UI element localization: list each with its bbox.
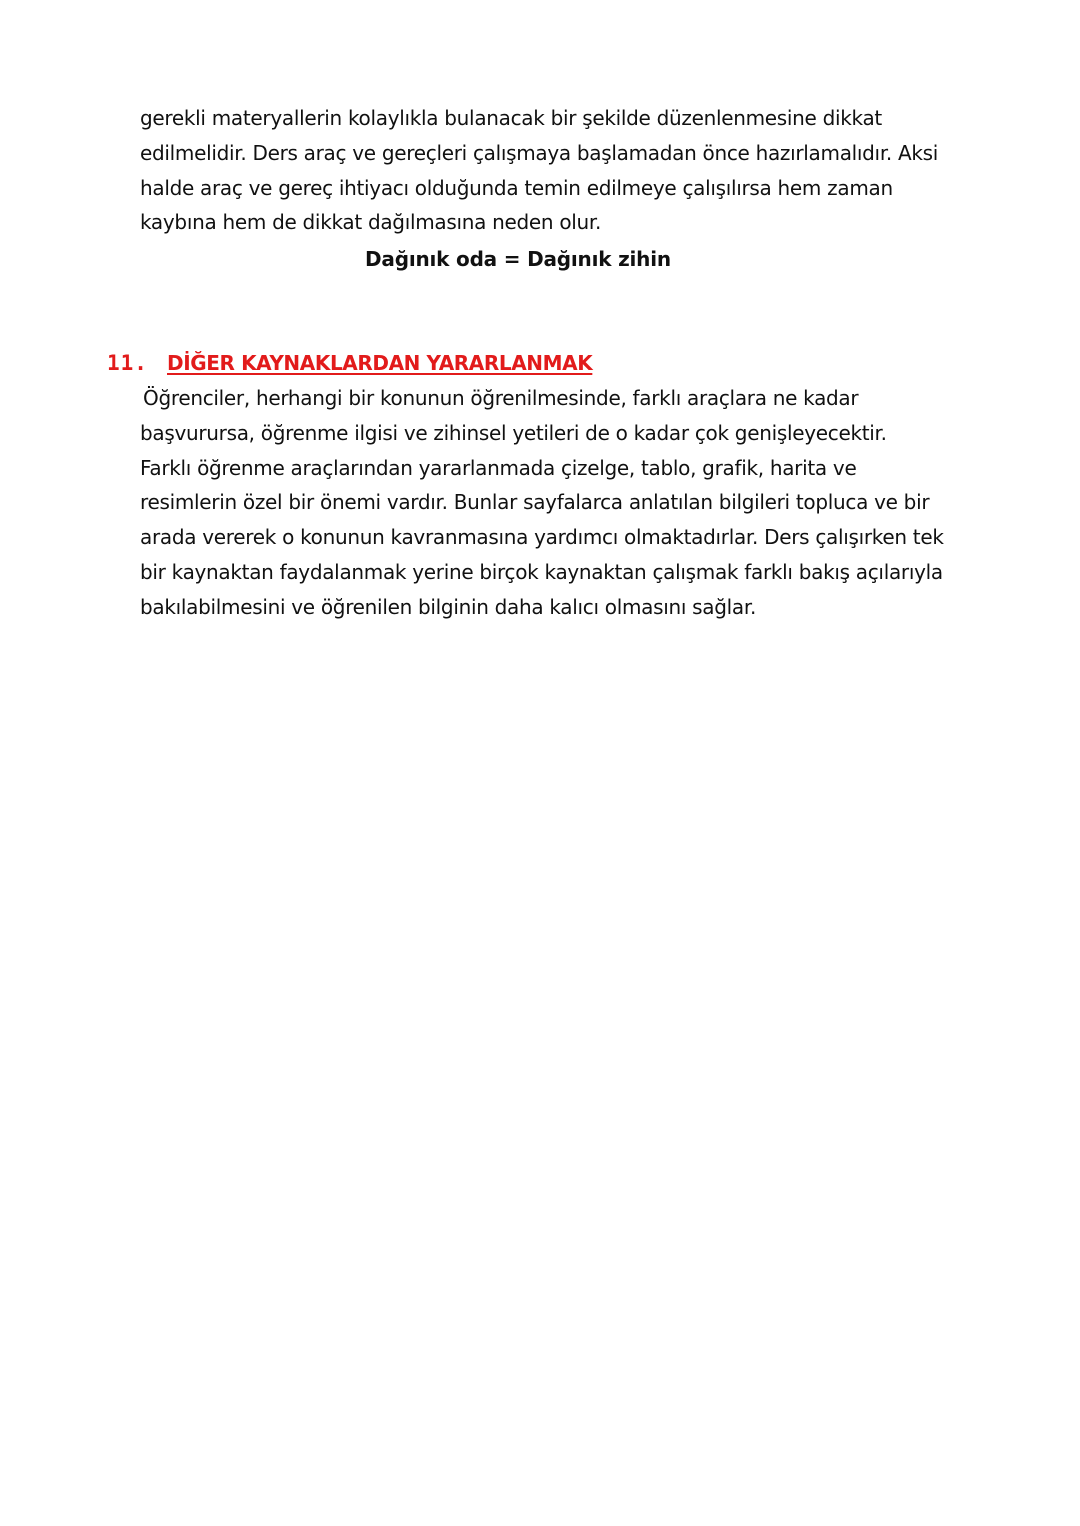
paragraph-line: arada vererek o konunun kavranmasına yardımcı olmaktadırlar. Ders çalışırken tek (140, 525, 944, 550)
paragraph-materials (140, 101, 1000, 240)
paragraph-line: gerekli materyallerin kolaylıkla bulanacak bir şekilde düzenlenmesine dikkat (140, 106, 882, 130)
section-title: DİĞER KAYNAKLARDAN YARARLANMAK (167, 351, 593, 375)
paragraph-line: başvurursa, öğrenme ilgisi ve zihinsel yetileri de o kadar çok genişleyecektir. (140, 420, 887, 445)
paragraph-other-sources (140, 381, 1000, 625)
paragraph-line: kaybına hem de dikkat dağılmasına neden olur. (140, 210, 602, 235)
paragraph-line: resimlerin özel bir önemi vardır. Bunlar sayfalarca anlatılan bilgileri topluca ve bir (140, 490, 930, 515)
section-heading (107, 346, 593, 380)
paragraph-line: bir kaynaktan faydalanmak yerine birçok kaynaktan çalışmak farklı bakış açılarıyla (140, 559, 943, 584)
paragraph-line: edilmelidir. Ders araç ve gereçleri çalışmaya başlamadan önce hazırlamalıdır. Aksi (140, 140, 939, 165)
paragraph-line: Öğrenciler, herhangi bir konunun öğrenilmesinde, farklı araçlara ne kadar (143, 386, 859, 410)
section-number: 11. (107, 351, 148, 375)
motto-text: Dağınık oda = Dağınık zihin (365, 247, 671, 271)
paragraph-line: Farklı öğrenme araçlarından yararlanmada çizelge, tablo, grafik, harita ve (140, 455, 857, 480)
paragraph-line: bakılabilmesini ve öğrenilen bilginin daha kalıcı olmasını sağlar. (140, 594, 757, 619)
paragraph-line: halde araç ve gereç ihtiyacı olduğunda temin edilmeye çalışılırsa hem zaman (140, 175, 893, 200)
